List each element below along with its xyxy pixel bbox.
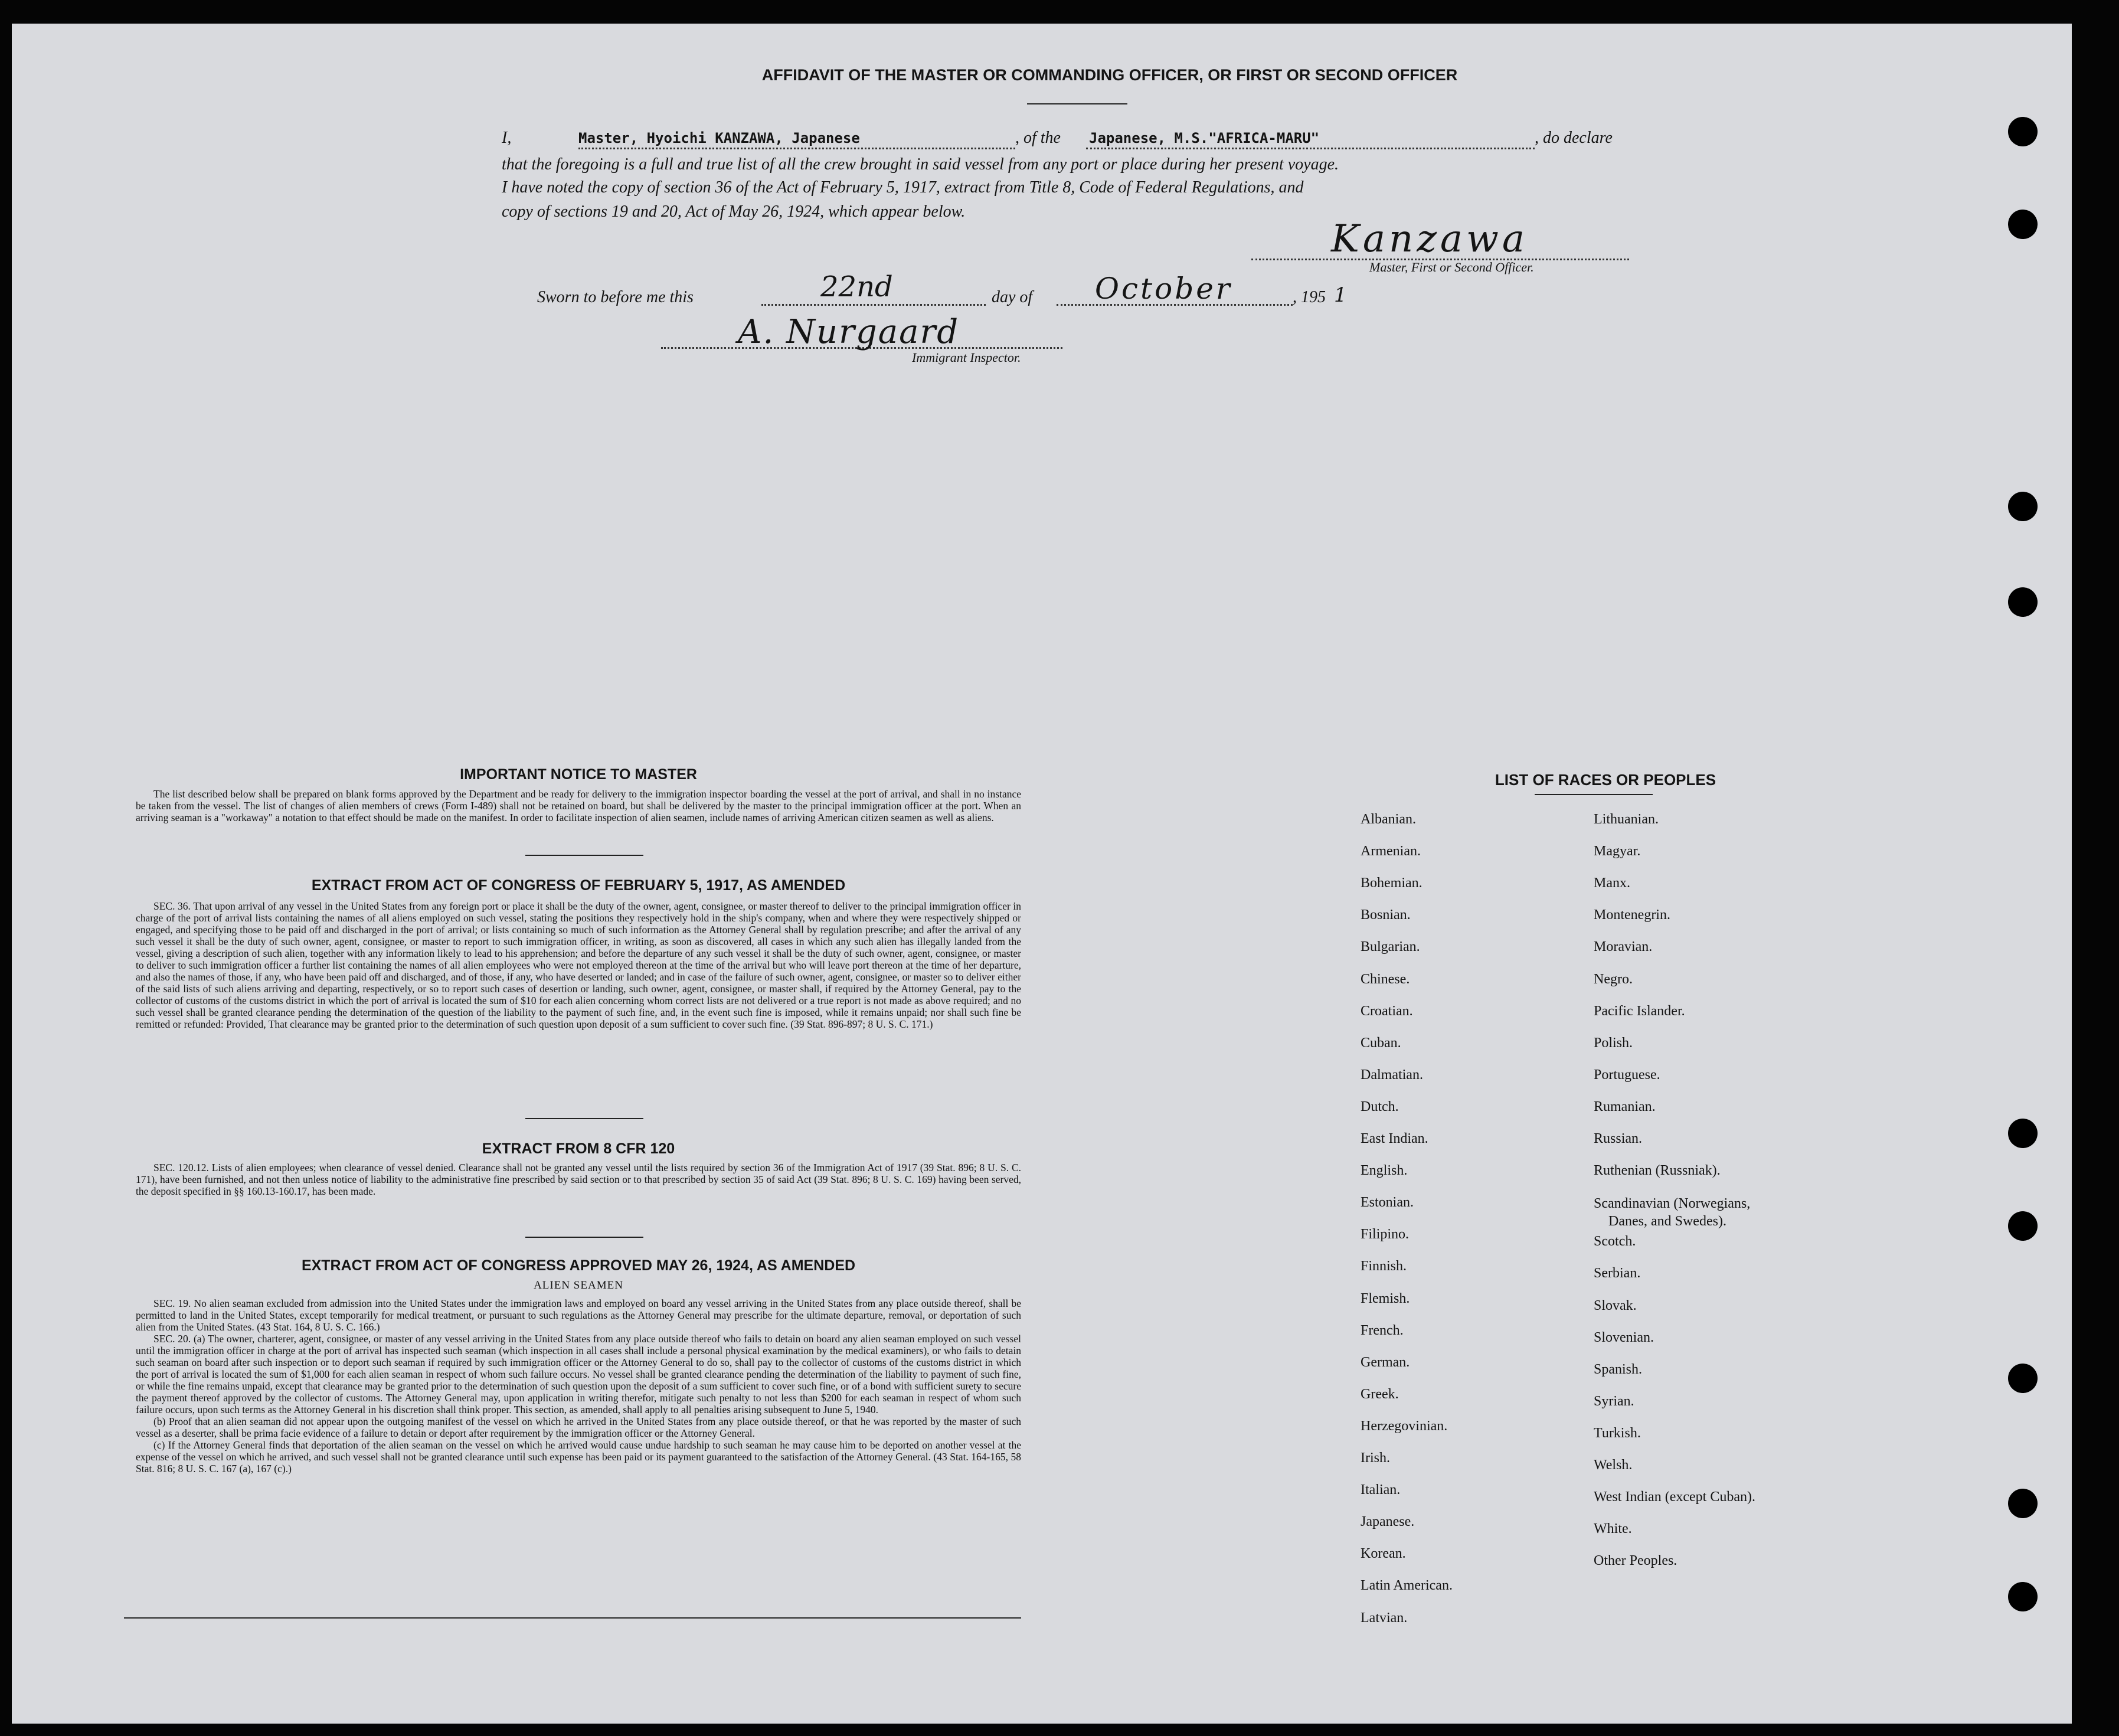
notice-rule — [525, 855, 643, 856]
race-item: Syrian. — [1594, 1393, 1634, 1409]
inspector-caption: Immigrant Inspector. — [912, 350, 1021, 365]
extract-1917-text — [136, 900, 1021, 1030]
inspector-signature: A. Nurgaard — [738, 313, 960, 351]
race-item: Greek. — [1361, 1386, 1399, 1402]
master-name-line — [578, 148, 1015, 149]
section-20b-paragraph: (b) Proof that an alien seaman did not appear upon the outgoing manifest of the vessel on which he arrived in the United States from any place outside thereof, or that he was reported by the master of such vessel as a deserter, shall be prima facie evidence of a failure to detain or deport after requirement by the immigration officer or the Attorney General. — [136, 1415, 1021, 1439]
punch-hole — [2008, 210, 2038, 239]
race-item: Rumanian. — [1594, 1099, 1656, 1114]
races-title: LIST OF RACES OR PEOPLES — [1495, 771, 1716, 789]
race-item: Pacific Islander. — [1594, 1003, 1685, 1019]
race-item: East Indian. — [1361, 1131, 1428, 1146]
race-item: Flemish. — [1361, 1290, 1410, 1306]
master-caption: Master, First or Second Officer. — [1369, 260, 1534, 274]
race-item: White. — [1594, 1521, 1632, 1537]
race-item: Lithuanian. — [1594, 812, 1659, 827]
race-item: Moravian. — [1594, 939, 1653, 955]
notice-title: IMPORTANT NOTICE TO MASTER — [460, 766, 697, 783]
race-item: Filipino. — [1361, 1227, 1410, 1243]
race-item: Negro. — [1594, 971, 1633, 987]
extract-1924-subtitle: ALIEN SEAMEN — [534, 1279, 623, 1292]
notice-paragraph: The list described below shall be prepared on blank forms approved by the Department and be ready for delivery to the immigration inspector boarding the vessel at the port of arrival, and shall in no instance be taken from the vessel. The list of changes of alien members of crews (Form I-489) shall not be retained on board, but shall be delivered by the master to the principal immigration officer at the port. When an arriving seaman is a "workaway" a notation to that effect should be made on the manifest. In order to facilitate inspection of alien seamen, include names of arriving American citizen seamen as well as aliens. — [136, 788, 1021, 823]
extract-cfr-title: EXTRACT FROM 8 CFR 120 — [482, 1140, 675, 1157]
declaration-line-3: I have noted the copy of section 36 of the Act of February 5, 1917, extract from Title 8, Code of Federal Regulations, and — [502, 178, 1304, 197]
race-item: Scandinavian (Norwegians, — [1594, 1196, 1751, 1212]
race-item: Slovak. — [1594, 1297, 1637, 1313]
punch-hole — [2008, 1489, 2038, 1518]
of-the-text: , of the — [1015, 129, 1061, 147]
punch-hole — [2008, 1582, 2038, 1611]
affidavit-i: I, — [502, 129, 512, 147]
punch-hole — [2008, 492, 2038, 521]
race-item: Danes, and Swedes). — [1608, 1214, 1726, 1230]
notice-text — [136, 788, 1021, 823]
race-item: Latvian. — [1361, 1610, 1408, 1626]
extract-cfr-text — [136, 1162, 1021, 1197]
race-item: Other Peoples. — [1594, 1553, 1677, 1569]
race-item: Croatian. — [1361, 1003, 1413, 1019]
extract-cfr-rule — [525, 1237, 643, 1238]
race-item: Bosnian. — [1361, 907, 1411, 923]
day-value: 22nd — [820, 270, 893, 303]
punch-hole — [2008, 1211, 2038, 1241]
race-item: English. — [1361, 1163, 1408, 1179]
race-item: Spanish. — [1594, 1361, 1643, 1377]
vessel-line — [1086, 148, 1535, 149]
bottom-rule — [124, 1617, 1021, 1619]
section-19-paragraph: SEC. 19. No alien seaman excluded from admission into the United States under the immigration laws and employed on board any vessel arriving in the United States from any place outside thereof, shall be permitted to land in the United States, except temporarily for medical treatment, or pursuant to such regulations as the Attorney General may prescribe for the ultimate departure, removal, or deportation of such alien from the United States. (43 Stat. 164, 8 U. S. C. 166.) — [136, 1297, 1021, 1333]
extract-1924-text — [136, 1297, 1021, 1475]
race-item: Dutch. — [1361, 1099, 1399, 1114]
day-line — [761, 304, 986, 306]
section-20c-paragraph: (c) If the Attorney General finds that deportation of the alien seaman on the vessel on which he arrived would cause undue hardship to such seaman he may cause him to be deported on another vessel at the expense of the vessel on which he arrived, and such vessel shall not be granted clearance until such expense has been paid or its payment guaranteed to the satisfaction of the Attorney General. (43 Stat. 164-165, 58 Stat. 816; 8 U. S. C. 167 (a), 167 (c).) — [136, 1439, 1021, 1475]
race-item: Cuban. — [1361, 1035, 1401, 1051]
race-item: Estonian. — [1361, 1195, 1414, 1211]
race-item: Dalmatian. — [1361, 1067, 1423, 1083]
sworn-prefix: Sworn to before me this — [537, 288, 694, 306]
race-item: Welsh. — [1594, 1457, 1633, 1473]
section-120-12-paragraph: SEC. 120.12. Lists of alien employees; when clearance of vessel denied. Clearance shall not be granted any vessel until the lists required by section 36 of the Immigration Act of 1917 (39 Stat. 896; 8 U. S. C. 171), have been furnished, and not then unless notice of liability to the administrative fine prescribed by said section or to that prescribed by section 35 of said Act (39 Stat. 896; 8 U. S. C. 169) having been served, the deposit specified in §§ 160.13-160.17, has been made. — [136, 1162, 1021, 1197]
race-item: Finnish. — [1361, 1258, 1407, 1274]
race-item: Bulgarian. — [1361, 939, 1420, 955]
race-item: Bohemian. — [1361, 875, 1423, 891]
race-item: Turkish. — [1594, 1425, 1641, 1441]
document-page — [12, 24, 2072, 1724]
declaration-line-2: that the foregoing is a full and true list of all the crew brought in said vessel from any port or place during her present voyage. — [502, 155, 1339, 174]
race-item: Manx. — [1594, 875, 1630, 891]
master-signature: Kanzawa — [1331, 217, 1528, 261]
race-item: West Indian (except Cuban). — [1594, 1489, 1755, 1505]
punch-hole — [2008, 1364, 2038, 1393]
section-20a-paragraph: SEC. 20. (a) The owner, charterer, agent, consignee, or master of any vessel arriving in the United States from any place outside thereof who fails to detain on board any alien seaman employed on such vessel until the immigration officer in charge at the port of arrival has inspected such seaman (which inspection in all cases shall include a personal physical examination by the medical examiners), or who fails to detain such seaman on board after such inspection or to deport such seaman if required by such immigration officer or the Attorney General to do so, shall pay to the collector of customs of the customs district in which the port of arrival is located the sum of $1,000 for each alien seaman in respect of whom such failure occurs. No vessel shall be granted clearance pending the determination of the liability to payment of such fine, or while the fine remains unpaid, except that clearance may be granted prior to the determination of such question upon the deposit of a sum sufficient to cover such fine, or of a bond with sufficient surety to secure the payment thereof approved by the collector of customs. The Attorney General may, upon application in writing therefor, mitigate such penalty to not less than $200 for each seaman in respect of whom such failure occurs, upon such terms as the Attorney General in his discretion shall think proper. This section, as amended, shall apply to all penalties arising subsequent to June 5, 1940. — [136, 1333, 1021, 1415]
punch-hole — [2008, 587, 2038, 617]
race-item: Polish. — [1594, 1035, 1633, 1051]
race-item: Irish. — [1361, 1450, 1390, 1466]
year-digit: 1 — [1334, 283, 1347, 307]
race-item: French. — [1361, 1322, 1404, 1338]
declaration-line-4: copy of sections 19 and 20, Act of May 26, 1924, which appear below. — [502, 202, 966, 221]
punch-hole — [2008, 117, 2038, 146]
race-item: Armenian. — [1361, 844, 1421, 859]
extract-1924-title: EXTRACT FROM ACT OF CONGRESS APPROVED MAY 26, 1924, AS AMENDED — [301, 1257, 856, 1274]
title-rule — [1027, 103, 1127, 104]
do-declare-text: , do declare — [1535, 129, 1613, 147]
race-item: Latin American. — [1361, 1578, 1453, 1594]
extract-1917-rule — [525, 1118, 643, 1119]
races-rule — [1535, 794, 1653, 795]
section-36-paragraph: SEC. 36. That upon arrival of any vessel in the United States from any foreign port or place it shall be the duty of the owner, agent, consignee, or master thereof to deliver to the principal immigration officer in charge of the port of arrival lists containing the names of all aliens employed on such vessel, stating the positions they respectively hold in the ship's company, when and where they were respectively shipped or engaged, and specifying those to be paid off and discharged in the port of arrival; or lists containing so much of such information as the Attorney General shall by regulation prescribe; and after the arrival of any such vessel it shall be the duty of such owner, agent, consignee, or master to report to such immigration officer, in writing, as soon as discovered, all cases in which any such alien has illegally landed from the vessel, giving a description of such alien, together with any information likely to lead to his apprehension; and before the departure of any such vessel it shall be the duty of such owner, agent, consignee, or master to deliver to such immigration officer a further list containing the names of all alien employees who were not employed thereon at the time of the arrival but who will leave port thereon at the time of her departure, and also the names of those, if any, who have been paid off and discharged, and of those, if any, who have deserted or landed; and in case of the failure of such owner, agent, consignee, or master so to deliver either of the said lists of such aliens arriving and departing, respectively, or so to report such cases of desertion or landing, such owner, agent, consignee, or master shall, if required by the Attorney General, pay to the collector of customs of the customs district in which the port of arrival is located the sum of $10 for each alien concerning whom correct lists are not delivered or a true report is not made as above required; and no such vessel shall be granted clearance pending the determination of the question of the liability to the payment of such fine, and, in the event such fine is imposed, while it remains unpaid; nor shall such fine be remitted or refunded: Provided, That clearance may be granted prior to the determination of such question upon deposit of a sum sufficient to cover such fine. (39 Stat. 896-897; 8 U. S. C. 171.) — [136, 900, 1021, 1030]
vessel-field: Japanese, M.S."AFRICA-MARU" — [1089, 130, 1320, 146]
race-item: Italian. — [1361, 1482, 1401, 1498]
master-name-field: Master, Hyoichi KANZAWA, Japanese — [578, 130, 860, 146]
extract-1917-title: EXTRACT FROM ACT OF CONGRESS OF FEBRUARY 5, 1917, AS AMENDED — [311, 877, 846, 894]
race-item: German. — [1361, 1354, 1410, 1370]
month-value: October — [1095, 272, 1232, 306]
race-item: Korean. — [1361, 1546, 1406, 1562]
affidavit-title: AFFIDAVIT OF THE MASTER OR COMMANDING OFFICER, OR FIRST OR SECOND OFFICER — [761, 66, 1458, 84]
race-item: Magyar. — [1594, 844, 1641, 859]
race-item: Herzegovinian. — [1361, 1418, 1448, 1434]
year-prefix: , 195 — [1293, 288, 1326, 306]
race-item: Portuguese. — [1594, 1067, 1660, 1083]
punch-hole — [2008, 1119, 2038, 1148]
race-item: Chinese. — [1361, 971, 1410, 987]
race-item: Ruthenian (Russniak). — [1594, 1163, 1721, 1179]
race-item: Scotch. — [1594, 1234, 1636, 1250]
race-item: Russian. — [1594, 1131, 1643, 1146]
race-item: Albanian. — [1361, 812, 1416, 827]
race-item: Slovenian. — [1594, 1329, 1654, 1345]
day-of-text: day of — [992, 288, 1033, 306]
race-item: Montenegrin. — [1594, 907, 1670, 923]
race-item: Serbian. — [1594, 1266, 1641, 1281]
race-item: Japanese. — [1361, 1514, 1415, 1530]
